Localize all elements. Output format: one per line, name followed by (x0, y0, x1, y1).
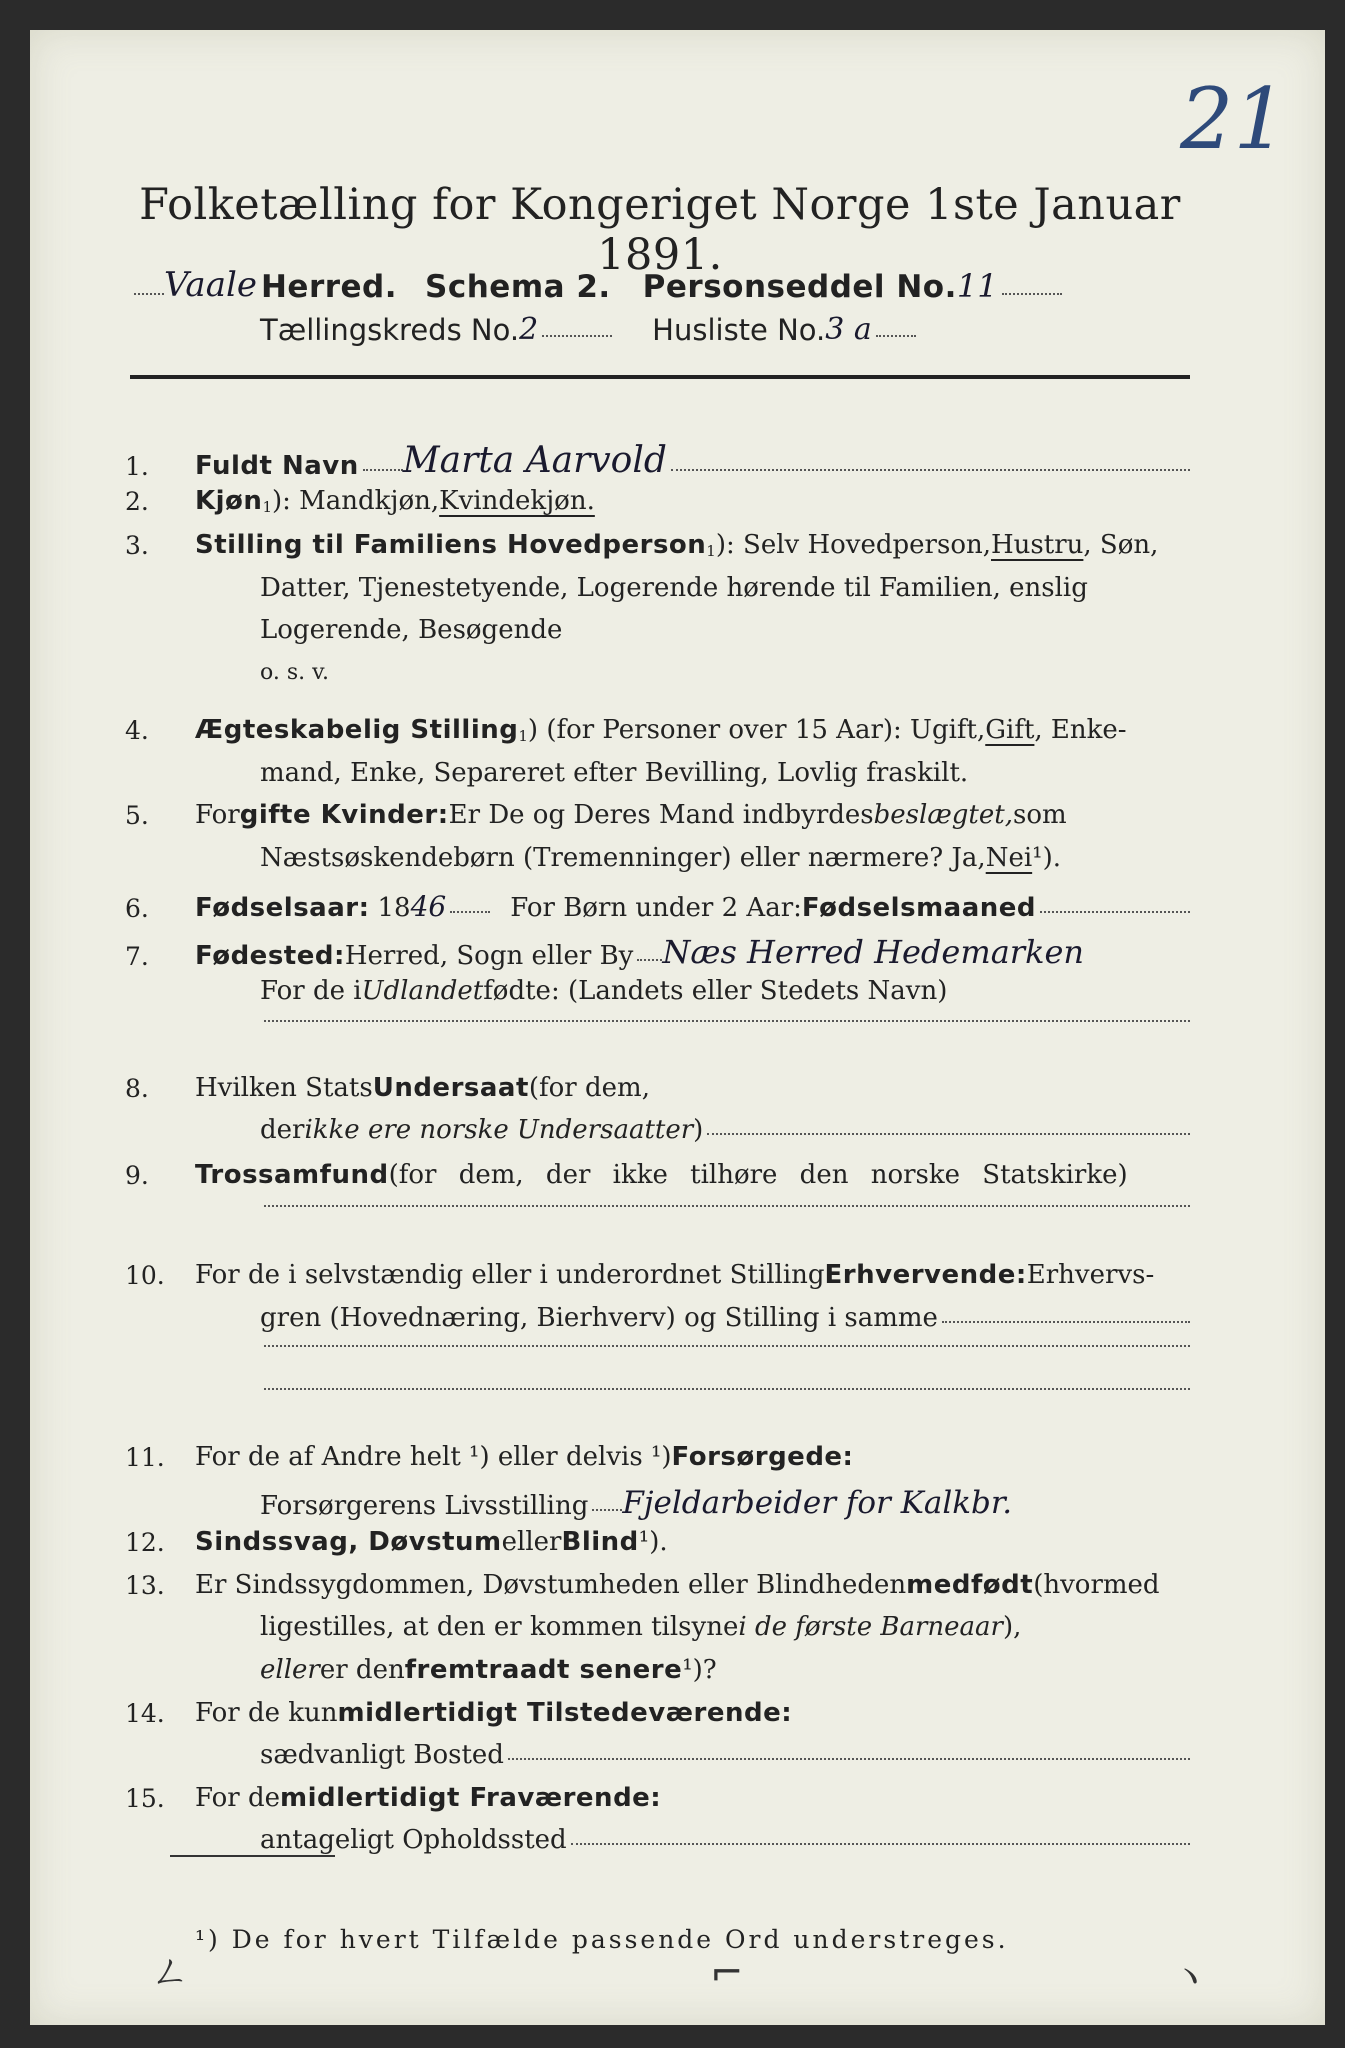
q8-number: 8. (125, 1074, 149, 1103)
header-herred-row (30, 265, 1325, 305)
q2-number: 2. (125, 487, 149, 516)
q5-text: Er De og Deres Mand indbyrdes (448, 800, 874, 830)
q13-post: (hvormed (1033, 1570, 1160, 1600)
personseddel-label: Personseddel No. (642, 269, 957, 305)
footnote-divider (170, 1855, 335, 1857)
q9-label: Trossamfund (195, 1160, 389, 1190)
q6-label2: Fødselsmaaned (801, 893, 1037, 923)
question-6 (30, 890, 1325, 923)
q10-pre: For de i selvstændig eller i underordnet Stilling (195, 1260, 825, 1290)
schema-label: Schema 2. (425, 269, 611, 305)
q13-line2b: ), (1002, 1612, 1022, 1642)
q14-pre: For de kun (195, 1698, 338, 1728)
q7-label: Fødested: (195, 941, 345, 971)
q10-blank-line-2 (30, 1388, 1325, 1400)
header-kreds-row (30, 312, 1325, 347)
q10-blank-line-1 (30, 1345, 1325, 1357)
corner-mark-right: ヽ (1170, 1954, 1210, 2000)
q2-sup: 1 (262, 498, 272, 516)
q2-options: ): Mandkjøn, (271, 486, 440, 516)
q10-line2-text: gren (Hovednæring, Bierhverv) og Stilling i samme (260, 1303, 938, 1333)
q5-number: 5. (125, 801, 149, 830)
q13-line3a: er den (319, 1655, 405, 1685)
q7-line2i: Udlandet (361, 976, 484, 1006)
q13-line2 (30, 1612, 1325, 1642)
q3-line2 (30, 573, 1325, 603)
q9-text: (for dem, der ikke tilhøre den norske Statskirke) (388, 1160, 1128, 1190)
question-10 (30, 1260, 1325, 1290)
question-13 (30, 1570, 1325, 1600)
q4-line2 (30, 758, 1325, 788)
question-11 (30, 1442, 1325, 1472)
q7-blank-line (30, 1020, 1325, 1032)
q12-label2: Blind (561, 1527, 639, 1557)
q14-number: 14. (125, 1699, 165, 1728)
question-2 (30, 486, 1325, 516)
question-14 (30, 1698, 1325, 1728)
question-5 (30, 800, 1325, 830)
q4-sup: 1 (518, 727, 528, 745)
q3-line4-text: o. s. v. (260, 660, 329, 685)
corner-mark-center: ⌐ (710, 1950, 744, 1996)
herred-label: Herred. (260, 269, 398, 305)
question-15 (30, 1783, 1325, 1813)
q3-line4 (30, 660, 1325, 685)
q14-line2-text: sædvanligt Bosted (260, 1740, 504, 1770)
q4-answer: Gift (985, 715, 1035, 745)
q8-label: Undersaat (372, 1073, 529, 1103)
q4-post: , Enke- (1034, 715, 1127, 745)
q3-line2-text: Datter, Tjenestetyende, Logerende hørende til Familien, enslig (260, 573, 1088, 603)
q13-line3b: fremtraadt senere (404, 1655, 683, 1685)
q3-post: , Søn, (1083, 530, 1159, 560)
q9-blank-line (30, 1205, 1325, 1217)
q4-line2-text: mand, Enke, Separeret efter Bevilling, Lovlig fraskilt. (260, 758, 969, 788)
q14-label: midlertidigt Tilstedeværende: (337, 1698, 793, 1728)
q3-line3 (30, 615, 1325, 645)
q15-pre: For de (195, 1783, 280, 1813)
q4-text: ) (for Personer over 15 Aar): Ugift, (527, 715, 986, 745)
q8-line2b: ) (693, 1115, 704, 1145)
q13-line2i: i de første Barneaar (738, 1612, 1003, 1642)
personseddel-value: 11 (956, 267, 998, 305)
q10-number: 10. (125, 1261, 165, 1290)
q12-end: ¹). (638, 1527, 668, 1557)
q13-line3i: eller (260, 1655, 320, 1685)
footnote (30, 1925, 1325, 1954)
q15-line2-text: antageligt Opholdssted (260, 1825, 567, 1855)
q6-number: 6. (125, 894, 149, 923)
question-7 (30, 933, 1325, 971)
q6-label: Fødselsaar: (195, 893, 370, 923)
q3-line3-text: Logerende, Besøgende (260, 615, 563, 645)
q6-prefix: 18 (377, 893, 411, 923)
question-3 (30, 530, 1325, 560)
corner-mark-left: ㄥ (150, 1949, 190, 1995)
q13-line3 (30, 1655, 1325, 1685)
q7-value: Næs Herred Hedemarken (662, 933, 1084, 971)
q8-line2 (30, 1115, 1325, 1145)
q14-line2 (30, 1740, 1325, 1770)
q6-text: For Børn under 2 Aar: (510, 893, 802, 923)
question-9 (30, 1160, 1325, 1190)
herred-value: Vaale (164, 265, 257, 305)
q13-line2a: ligestilles, at den er kommen tilsyne (260, 1612, 739, 1642)
q5-italic: beslægtet, (873, 800, 1013, 830)
q3-number: 3. (125, 531, 149, 560)
q2-answer: Kvindekjøn. (439, 486, 595, 516)
q7-line2 (30, 976, 1325, 1006)
q5-answer: Nei (985, 843, 1033, 873)
q1-value: Marta Aarvold (402, 440, 667, 481)
question-1 (30, 440, 1325, 481)
q1-number: 1. (125, 452, 149, 481)
q8-post: (for dem, (528, 1073, 650, 1103)
q9-number: 9. (125, 1161, 149, 1190)
question-12 (30, 1527, 1325, 1557)
q13-number: 13. (125, 1571, 165, 1600)
q2-label: Kjøn (195, 486, 263, 516)
q3-label: Stilling til Familiens Hovedperson (195, 530, 707, 560)
census-form-page (30, 30, 1325, 2025)
q11-line2-text: Forsørgerens Livsstilling (260, 1491, 589, 1521)
q5-line2-text: Næstsøskendebørn (Tremenninger) eller nærmere? Ja, (260, 843, 986, 873)
q10-line2 (30, 1303, 1325, 1333)
q7-number: 7. (125, 942, 149, 971)
q15-number: 15. (125, 1784, 165, 1813)
q3-sup: 1 (706, 542, 716, 560)
q12-label: Sindssvag, Døvstum (195, 1527, 502, 1557)
q11-label: Forsørgede: (671, 1442, 854, 1472)
q5-post: som (1012, 800, 1067, 830)
husliste-value: 3 a (825, 312, 872, 347)
q11-value: Fjeldarbeider for Kalkbr. (622, 1485, 1013, 1521)
q5-label: gifte Kvinder: (239, 800, 449, 830)
q5-end: ¹). (1032, 843, 1061, 873)
q11-pre: For de af Andre helt ¹) eller delvis ¹) (195, 1442, 672, 1472)
q10-label: Erhvervende: (824, 1260, 1027, 1290)
footnote-text: ¹) De for hvert Tilfælde passende Ord understreges. (195, 1925, 1009, 1954)
q13-line3c: ¹)? (682, 1655, 717, 1685)
q13-pre: Er Sindssygdommen, Døvstumheden eller Blindheden (195, 1570, 907, 1600)
q4-number: 4. (125, 716, 149, 745)
kreds-value: 2 (519, 312, 539, 347)
q8-line2i: ikke ere norske Undersaatter (304, 1115, 694, 1145)
q5-pre: For (195, 800, 240, 830)
header-divider (130, 375, 1190, 379)
q12-mid: eller (501, 1527, 562, 1557)
q11-number: 11. (125, 1443, 165, 1472)
q7-line2b: fødte: (Landets eller Stedets Navn) (483, 976, 948, 1006)
q7-text: Herred, Sogn eller By (344, 941, 634, 971)
q3-answer: Hustru (991, 530, 1084, 560)
q3-text: ): Selv Hovedperson, (715, 530, 991, 560)
q4-label: Ægteskabelig Stilling (195, 715, 519, 745)
question-8 (30, 1073, 1325, 1103)
husliste-label: Husliste No. (652, 313, 826, 347)
question-4 (30, 715, 1325, 745)
q13-label: medfødt (906, 1570, 1034, 1600)
q10-post: Erhvervs- (1026, 1260, 1155, 1290)
q8-line2a: der (260, 1115, 305, 1145)
q8-pre: Hvilken Stats (195, 1073, 373, 1103)
q5-line2 (30, 843, 1325, 873)
q12-number: 12. (125, 1528, 165, 1557)
q7-line2a: For de i (260, 976, 362, 1006)
q6-value: 46 (410, 890, 447, 923)
q15-line2 (30, 1825, 1325, 1855)
q11-line2 (30, 1485, 1325, 1521)
kreds-label: Tællingskreds No. (260, 313, 520, 347)
form-title: Folketælling for Kongeriget Norge 1ste Januar 1891. (139, 180, 1181, 280)
q15-label: midlertidigt Fraværende: (280, 1783, 662, 1813)
handwritten-page-number: 21 (1180, 70, 1287, 168)
q1-label: Fuldt Navn (195, 451, 359, 481)
